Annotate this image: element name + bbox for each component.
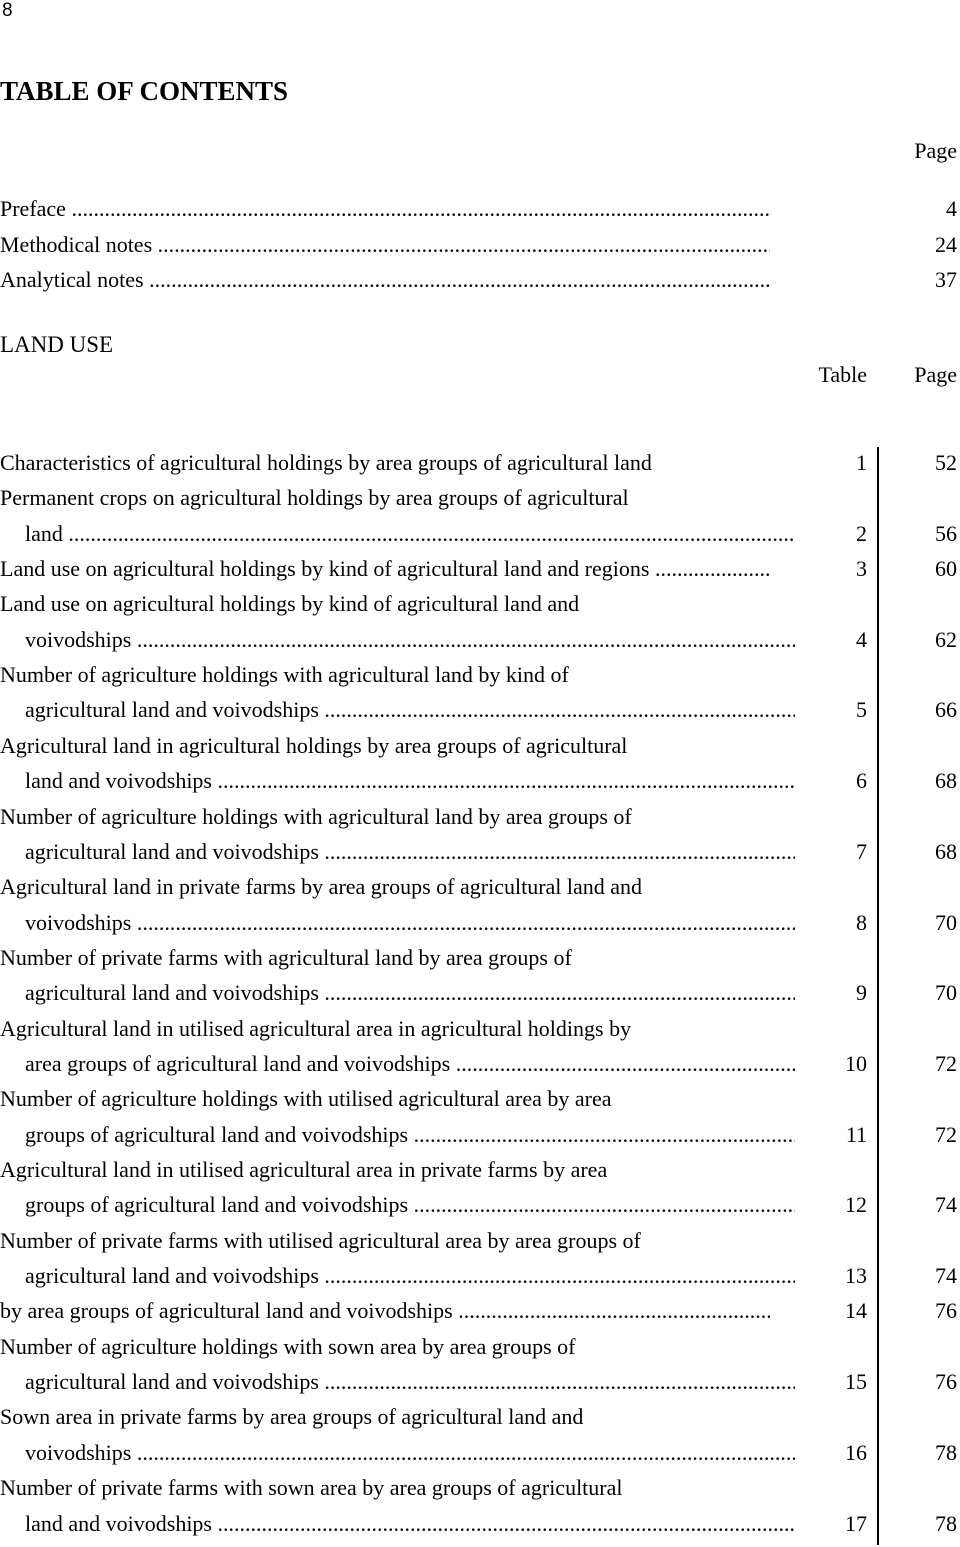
entry-page: 66 bbox=[935, 697, 957, 723]
toc-entry[interactable] bbox=[0, 1506, 960, 1541]
toc-entry[interactable] bbox=[0, 445, 960, 480]
toc-entry[interactable] bbox=[0, 1117, 960, 1152]
entry-table-number: 2 bbox=[856, 520, 867, 546]
entry-table-number: 7 bbox=[856, 838, 867, 864]
entry-table-number: 9 bbox=[856, 980, 867, 1006]
section-heading: LAND USE bbox=[0, 332, 114, 357]
entry-page: 68 bbox=[935, 838, 957, 864]
toc-entry[interactable] bbox=[0, 1258, 960, 1293]
toc-entry-line bbox=[0, 728, 960, 763]
toc-entry[interactable] bbox=[0, 834, 960, 869]
toc-entry-line bbox=[0, 1399, 960, 1434]
entry-label: Analytical notes ..... bbox=[0, 262, 770, 297]
toc-entry[interactable] bbox=[0, 1364, 960, 1399]
toc-entry-line bbox=[0, 1470, 960, 1505]
entry-label: land and voivodships ..... bbox=[0, 1506, 795, 1541]
toc-entry[interactable] bbox=[0, 905, 960, 940]
entry-table-number: 10 bbox=[845, 1050, 867, 1076]
entry-page: 24 bbox=[935, 231, 957, 257]
toc-entry[interactable] bbox=[0, 763, 960, 798]
entry-label: Number of private farms with sown area by area groups of agricultural bbox=[0, 1475, 623, 1501]
entry-label: Number of private farms with utilised agricultural area by area groups of bbox=[0, 1227, 641, 1253]
entry-page: 78 bbox=[935, 1510, 957, 1536]
entry-label: Agricultural land in utilised agricultural area in private farms by area bbox=[0, 1157, 608, 1182]
toc-entry[interactable] bbox=[0, 516, 960, 551]
toc-entry-line bbox=[0, 1223, 960, 1258]
entry-label: land ..... bbox=[0, 516, 795, 551]
entry-label: agricultural land and voivodships ..... bbox=[0, 834, 795, 869]
front-matter-item[interactable] bbox=[0, 262, 960, 297]
entry-label: Number of private farms with agricultural land by area groups of bbox=[0, 944, 572, 970]
entry-page: 74 bbox=[935, 1263, 957, 1289]
entry-label: groups of agricultural land and voivodships ..... bbox=[0, 1117, 795, 1152]
toc-entry[interactable] bbox=[0, 622, 960, 657]
entry-label: Permanent crops on agricultural holdings by area groups of agricultural bbox=[0, 485, 629, 511]
table-column-header: Table bbox=[818, 362, 867, 387]
entry-label: by area groups of agricultural land and voivodships ..... bbox=[0, 1293, 770, 1328]
entry-page: 60 bbox=[935, 556, 957, 582]
entry-label: Number of agriculture holdings with utilised agricultural area by area bbox=[0, 1086, 612, 1112]
front-matter-item[interactable] bbox=[0, 191, 960, 226]
entry-page: 68 bbox=[935, 768, 957, 794]
toc-entry[interactable] bbox=[0, 1187, 960, 1222]
page-title: TABLE OF CONTENTS bbox=[0, 76, 289, 106]
front-matter-item[interactable] bbox=[0, 227, 960, 262]
entry-table-number: 17 bbox=[845, 1510, 867, 1536]
entry-label: Characteristics of agricultural holdings by area groups of agricultural land bbox=[0, 450, 652, 475]
page-column-header-2: Page bbox=[914, 362, 957, 387]
entry-label: Agricultural land in private farms by area groups of agricultural land and bbox=[0, 874, 643, 900]
toc-entry[interactable] bbox=[0, 1435, 960, 1470]
entry-label: voivodships ..... bbox=[0, 1435, 795, 1470]
entry-label: Preface ..... bbox=[0, 191, 770, 226]
entry-label: voivodships ..... bbox=[0, 905, 795, 940]
entry-page: 78 bbox=[935, 1439, 957, 1465]
page-number: 8 bbox=[2, 0, 13, 21]
entry-label: Agricultural land in utilised agricultural area in agricultural holdings by bbox=[0, 1015, 632, 1041]
toc-entry-line bbox=[0, 940, 960, 975]
entry-table-number: 16 bbox=[845, 1439, 867, 1465]
entry-table-number: 1 bbox=[856, 450, 867, 475]
entry-page: 4 bbox=[946, 196, 957, 221]
toc-entry-line bbox=[0, 586, 960, 621]
entry-page: 76 bbox=[935, 1298, 957, 1324]
toc-entry[interactable] bbox=[0, 692, 960, 727]
toc-entry[interactable] bbox=[0, 1046, 960, 1081]
toc-entry[interactable] bbox=[0, 551, 960, 586]
entry-label: Land use on agricultural holdings by kind of agricultural land and regions ..... bbox=[0, 551, 770, 586]
entry-table-number: 6 bbox=[856, 768, 867, 794]
entry-page: 70 bbox=[935, 980, 957, 1006]
toc-entry-line bbox=[0, 1011, 960, 1046]
toc-entry-line bbox=[0, 1152, 960, 1187]
entry-table-number: 13 bbox=[845, 1263, 867, 1289]
toc-entry[interactable] bbox=[0, 975, 960, 1010]
entry-label: Number of agriculture holdings with agricultural land by kind of bbox=[0, 662, 569, 688]
entry-page: 70 bbox=[935, 909, 957, 935]
toc-entry-line bbox=[0, 657, 960, 692]
page-column-header: Page bbox=[914, 138, 957, 163]
entry-page: 74 bbox=[935, 1192, 957, 1218]
entry-label: agricultural land and voivodships ..... bbox=[0, 975, 795, 1010]
entry-page: 62 bbox=[935, 626, 957, 652]
entry-page: 56 bbox=[935, 520, 957, 546]
entry-table-number: 3 bbox=[856, 556, 867, 582]
entry-table-number: 15 bbox=[845, 1369, 867, 1395]
toc-entry-line bbox=[0, 1329, 960, 1364]
toc-entry-line bbox=[0, 799, 960, 834]
entry-page: 72 bbox=[935, 1121, 957, 1147]
entry-label: area groups of agricultural land and voivodships ..... bbox=[0, 1046, 795, 1081]
toc-entry[interactable] bbox=[0, 1293, 960, 1328]
entry-label: voivodships ..... bbox=[0, 622, 795, 657]
entry-page: 76 bbox=[935, 1369, 957, 1395]
toc-entry-line bbox=[0, 1081, 960, 1116]
entry-label: Land use on agricultural holdings by kind of agricultural land and bbox=[0, 591, 580, 617]
entry-label: agricultural land and voivodships ..... bbox=[0, 1258, 795, 1293]
entry-label: Methodical notes ..... bbox=[0, 227, 770, 262]
entry-label: Agricultural land in agricultural holdings by area groups of agricultural bbox=[0, 732, 628, 758]
entry-table-number: 12 bbox=[845, 1192, 867, 1218]
entry-table-number: 4 bbox=[856, 626, 867, 652]
entry-page: 72 bbox=[935, 1050, 957, 1076]
entry-page: 52 bbox=[935, 450, 957, 475]
entry-label: groups of agricultural land and voivodships ..... bbox=[0, 1187, 795, 1222]
entry-label: Sown area in private farms by area groups of agricultural land and bbox=[0, 1404, 584, 1430]
toc-entry-line bbox=[0, 480, 960, 515]
entry-table-number: 11 bbox=[845, 1121, 867, 1147]
toc-entry-line bbox=[0, 869, 960, 904]
entry-label: agricultural land and voivodships ..... bbox=[0, 1364, 795, 1399]
entry-label: Number of agriculture holdings with sown area by area groups of bbox=[0, 1333, 576, 1359]
entry-table-number: 5 bbox=[856, 697, 867, 723]
entry-table-number: 8 bbox=[856, 909, 867, 935]
entry-label: land and voivodships ..... bbox=[0, 763, 795, 798]
entry-label: Number of agriculture holdings with agricultural land by area groups of bbox=[0, 803, 632, 829]
entry-label: agricultural land and voivodships ..... bbox=[0, 692, 795, 727]
entry-page: 37 bbox=[935, 267, 957, 292]
entry-table-number: 14 bbox=[845, 1298, 867, 1324]
